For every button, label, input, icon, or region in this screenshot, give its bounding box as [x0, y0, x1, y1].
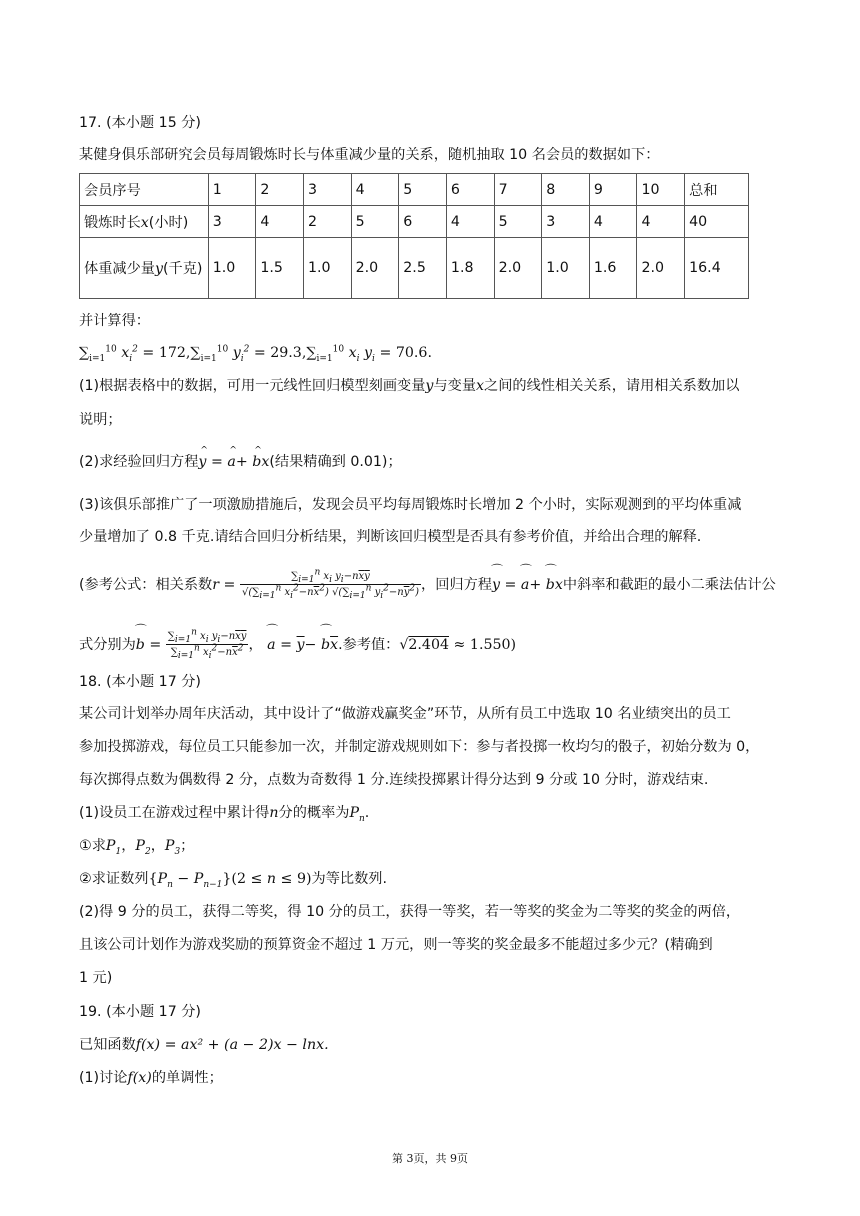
row-label: 体重减少量y(千克) — [80, 238, 209, 299]
table-cell: 9 — [589, 174, 637, 206]
q17-part3-line2: 少量增加了 0.8 千克.请结合回归分析结果，判断该回归模型是否具有参考价值，并给出合理的解释. — [79, 529, 702, 545]
table-cell: 1.0 — [304, 238, 352, 299]
table-cell: 5 — [351, 206, 399, 238]
table-cell: 1.6 — [589, 238, 637, 299]
table-cell: 2 — [256, 174, 304, 206]
computed-sums: $\sum_{i=1}^{10}$ $x_i^2 = 172,\sum_{i=1}^{10}$ $y_i^2 = 29.3,\sum_{i=1}^{10}$ $x_i$ $y_i = 70.6$. — [79, 344, 432, 364]
table-cell: 6 — [446, 174, 494, 206]
q19-intro: 已知函数f(x) = ax² + (a − 2)x − lnx. — [79, 1037, 329, 1053]
table-cell: 总和 — [685, 174, 749, 206]
table-cell: 3 — [208, 206, 256, 238]
table-cell: 10 — [637, 174, 685, 206]
table-row — [80, 206, 749, 238]
q18-part2-line2: 且该公司计划作为游戏奖励的预算资金不超过 1 万元，则一等奖的奖金最多不能超过多少元？(精确到 — [79, 937, 713, 953]
table-cell: 2.5 — [399, 238, 447, 299]
table-cell: 6 — [399, 206, 447, 238]
table-cell: 5 — [494, 206, 542, 238]
q18-part2-line1: (2)得 9 分的员工，获得二等奖，得 10 分的员工，获得一等奖，若一等奖的奖金为二等奖的奖金的两倍， — [79, 904, 741, 920]
correlation-fraction: $\frac{\sum_{i=1}^n x_i y_i-n\overline{x}\overline{y}}{√(\sum_{i=1}^n x_i^2-n\overline{x}^2) √(\sum_{i=1}^n y_i^2-n\overline{y}^2)}$ — [241, 567, 420, 601]
q17-header: 17. (本小题 15 分) — [79, 115, 201, 131]
q17-reference-formula: (参考公式：相关系数r = $\frac{\sum_{i=1}^n x_i y_i-n\overline{x}\overline{y}}{√(\sum_{i=1}^n x_i^2-n\overline{x}^2) √(\sum_{i=1}^n y_i^2-n\overline{y}^2)}$ ，回归方程⌒ y = ⌒ a+ ⌒ bx中斜率和截距的最小二乘法估计公 — [79, 568, 776, 602]
q18-intro-line3: 每次掷得点数为偶数得 2 分，点数为奇数得 1 分.连续投掷累计得分达到 9 分或 10 分时，游戏结束. — [79, 772, 709, 788]
table-cell: 4 — [446, 206, 494, 238]
q17-intro: 某健身俱乐部研究会员每周锻炼时长与体重减少量的关系，随机抽取 10 名会员的数据如下： — [79, 147, 660, 163]
table-row — [80, 174, 749, 206]
table-row — [80, 238, 749, 299]
table-cell: 2 — [304, 206, 352, 238]
q17-part1-line1: (1)根据表格中的数据，可用一元线性回归模型刻画变量y与变量x之间的线性相关关系，请用相关系数加以 — [79, 378, 740, 394]
slope-fraction: $\frac{\sum_{i=1}^n x_i y_i-n\overline{x}\overline{y}}{\sum_{i=1}^n x_i^2-n\overline{x}^2}$ — [167, 627, 247, 661]
data-table — [79, 173, 749, 299]
table-cell: 2.0 — [351, 238, 399, 299]
page-footer: 第 3页，共 9页 — [392, 1152, 468, 1165]
table-cell: 4 — [256, 206, 304, 238]
table-cell: 4 — [351, 174, 399, 206]
computed-label: 并计算得： — [79, 313, 150, 329]
q17-part2: (2)求经验回归方程^ y = ^ a+ ^ bx(结果精确到 0.01)； — [79, 452, 402, 472]
q17-part3-line1: (3)该俱乐部推广了一项激励措施后，发现会员平均每周锻炼时长增加 2 个小时，实际观测到的平均体重减 — [79, 497, 742, 513]
table-cell: 7 — [494, 174, 542, 206]
table-cell: 1.0 — [542, 238, 590, 299]
table-cell: 3 — [304, 174, 352, 206]
table-cell: 1.5 — [256, 238, 304, 299]
table-cell: 2.0 — [494, 238, 542, 299]
q19-part1: (1)讨论f(x)的单调性； — [79, 1070, 223, 1086]
table-cell: 16.4 — [685, 238, 749, 299]
row-label: 会员序号 — [80, 174, 209, 206]
table-cell: 4 — [589, 206, 637, 238]
table-cell: 8 — [542, 174, 590, 206]
table-cell: 40 — [685, 206, 749, 238]
q18-intro-line2: 参加投掷游戏，每位员工只能参加一次，并制定游戏规则如下：参与者投掷一枚均匀的骰子，初始分数为 0， — [79, 739, 760, 755]
q17-part1-line2: 说明； — [79, 412, 122, 428]
table-cell: 3 — [542, 206, 590, 238]
q18-header: 18. (本小题 17 分) — [79, 674, 201, 690]
q19-header: 19. (本小题 17 分) — [79, 1004, 201, 1020]
table-cell: 2.0 — [637, 238, 685, 299]
q17-reference-formula-2: 式分别为⌒ b = $\frac{\sum_{i=1}^n x_i y_i-n\overline{x}\overline{y}}{\sum_{i=1}^n x_i^2-n\overline{x}^2}$ ， ⌒ $a = \overline{y}-$ ⌒ $b\overline{x}$.参考值：√2.404 ≈ 1.550) — [79, 628, 516, 662]
q18-part1: (1)设员工在游戏过程中累计得n分的概率为$P_n$. — [79, 805, 370, 824]
table-cell: 1.0 — [208, 238, 256, 299]
q18-part1-i: ①求$P_1$，$P_2$，$P_3$； — [79, 838, 195, 857]
q18-part2-line3: 1 元) — [79, 970, 113, 986]
table-cell: 1 — [208, 174, 256, 206]
q18-intro-line1: 某公司计划举办周年庆活动，其中设计了“做游戏赢奖金”环节，从所有员工中选取 10 名业绩突出的员工 — [79, 706, 731, 722]
table-cell: 4 — [637, 206, 685, 238]
table-cell: 1.8 — [446, 238, 494, 299]
table-cell: 5 — [399, 174, 447, 206]
q18-part1-ii: ②求证数列$\{P_n - P_{n-1}\}(2 \le n \le 9)$为等比数列. — [79, 871, 387, 890]
row-label: 锻炼时长x(小时) — [80, 206, 209, 238]
